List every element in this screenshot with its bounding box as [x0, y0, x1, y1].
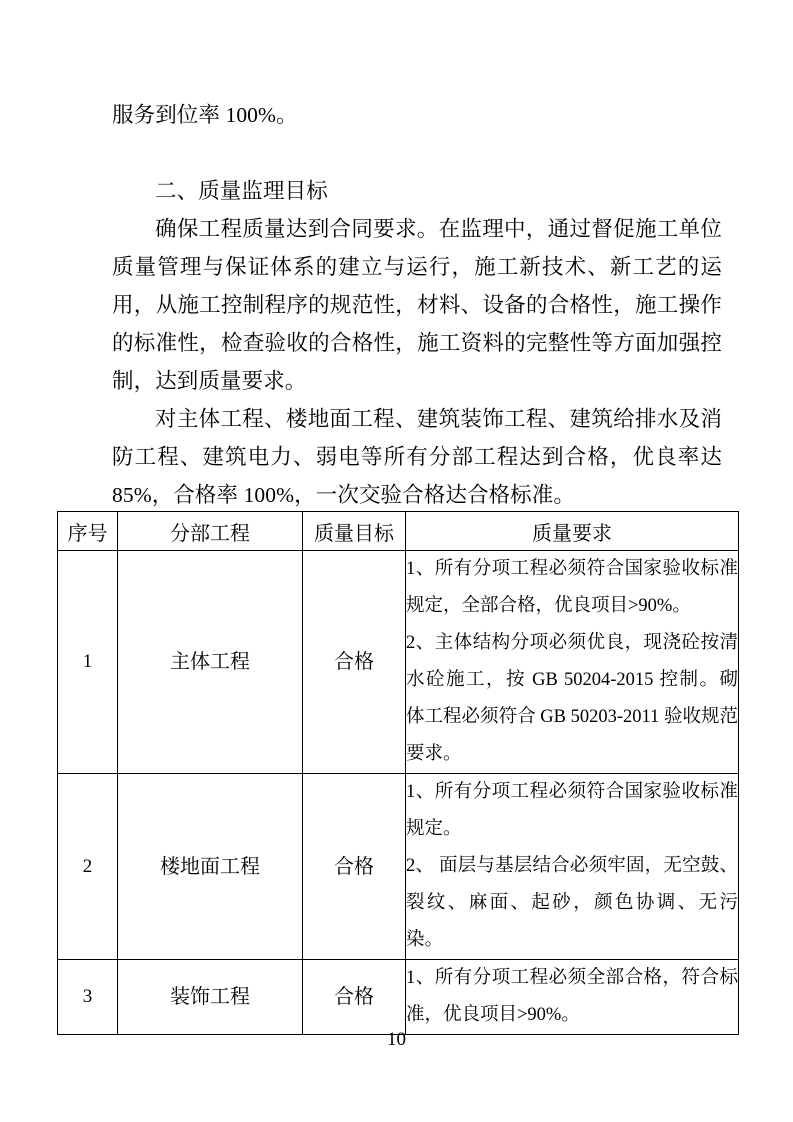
requirement-line: 1、所有分项工程必须全部合格，符合标准，优良项目>90%。: [406, 968, 738, 1025]
cell-goal: 合格: [303, 551, 406, 774]
column-header-goal: 质量目标: [303, 512, 406, 551]
cell-goal: 合格: [303, 774, 406, 960]
section-heading-quality-supervision-goal: 二、质量监理目标: [155, 179, 328, 203]
requirement-line: 1、所有分项工程必须符合国家验收标准规定。: [406, 782, 738, 839]
table-header-row: [58, 512, 739, 551]
quality-requirements-table: [57, 511, 739, 1035]
cell-requirement: [406, 551, 739, 774]
cell-item: 装饰工程: [118, 960, 303, 1035]
column-header-item: 分部工程: [118, 512, 303, 551]
cell-requirement: [406, 774, 739, 960]
paragraph-service-rate: 服务到位率 100%。: [112, 103, 298, 127]
table-row: [58, 551, 739, 774]
column-header-seq: 序号: [58, 512, 118, 551]
column-header-requirement: 质量要求: [406, 512, 739, 551]
cell-requirement: [406, 960, 739, 1035]
cell-goal: 合格: [303, 960, 406, 1035]
cell-item: 楼地面工程: [118, 774, 303, 960]
requirement-line: 2、主体结构分项必须优良，现浇砼按清水砼施工，按 GB 50204-2015 控制。砌体工程必须符合 GB 50203-2011 验收规范要求。: [406, 633, 738, 764]
cell-seq: 2: [58, 774, 118, 960]
table-row: [58, 960, 739, 1035]
quality-requirements-table-wrapper: [57, 511, 738, 1035]
paragraph-quality-assurance: 确保工程质量达到合同要求。在监理中，通过督促施工单位质量管理与保证体系的建立与运行，施工新技术、新工艺的运用，从施工控制程序的规范性，材料、设备的合格性，施工操作的标准性，检查验收的合格性，施工资料的完整性等方面加强控制，达到质量要求。: [112, 217, 722, 393]
requirement-line: 1、所有分项工程必须符合国家验收标准规定，全部合格，优良项目>90%。: [406, 559, 738, 616]
requirement-line: 2、 面层与基层结合必须牢固，无空鼓、裂纹、麻面、起砂，颜色协调、无污染。: [406, 856, 738, 950]
paragraph-scope: 对主体工程、楼地面工程、建筑装饰工程、建筑给排水及消防工程、建筑电力、弱电等所有分部工程达到合格，优良率达 85%，合格率 100%，一次交验合格达合格标准。: [112, 407, 722, 507]
cell-seq: 1: [58, 551, 118, 774]
cell-seq: 3: [58, 960, 118, 1035]
page-number: 10: [387, 1029, 406, 1050]
table-row: [58, 774, 739, 960]
document-body: [112, 96, 722, 514]
blank-line: [112, 134, 722, 172]
cell-item: 主体工程: [118, 551, 303, 774]
